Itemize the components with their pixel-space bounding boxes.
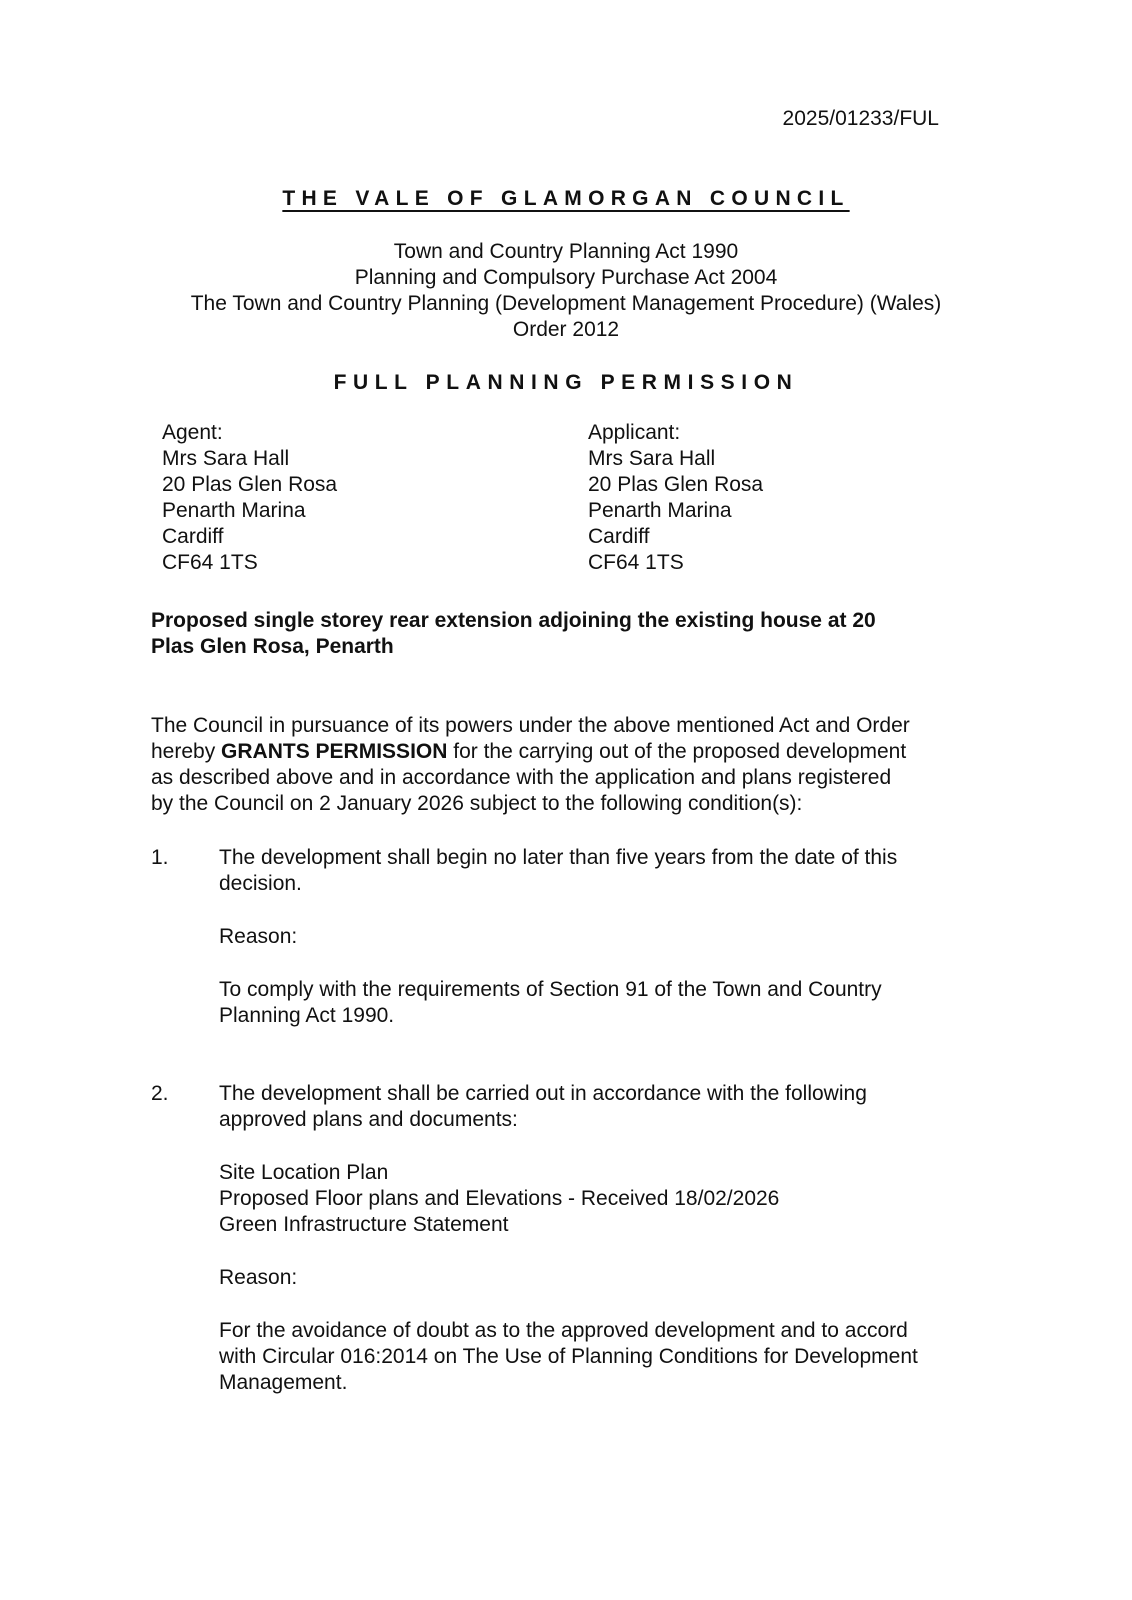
agent-address-line: CF64 1TS xyxy=(162,551,258,574)
agent-address-line: 20 Plas Glen Rosa xyxy=(162,473,338,496)
applicant-address-line: Penarth Marina xyxy=(588,499,732,522)
reason-label: Reason: xyxy=(219,925,298,948)
reason-text-line: Planning Act 1990. xyxy=(219,1004,395,1027)
grant-line-suffix: for the carrying out of the proposed development xyxy=(447,740,907,763)
approved-document: Proposed Floor plans and Elevations - Received 18/02/2026 xyxy=(219,1187,780,1210)
proposal-line: Plas Glen Rosa, Penarth xyxy=(151,635,394,658)
agent-heading: Agent: xyxy=(162,421,223,444)
agent-address-line: Penarth Marina xyxy=(162,499,306,522)
condition-text-line: The development shall be carried out in accordance with the following xyxy=(219,1082,867,1105)
approved-document: Green Infrastructure Statement xyxy=(219,1213,509,1236)
grants-permission-emphasis: GRANTS PERMISSION xyxy=(221,740,448,763)
legislation-line: Order 2012 xyxy=(512,318,620,341)
applicant-address-line: CF64 1TS xyxy=(588,551,684,574)
grant-statement xyxy=(151,713,981,817)
approved-document: Site Location Plan xyxy=(219,1161,389,1184)
condition-text-line: decision. xyxy=(219,872,302,895)
grant-line: The Council in pursuance of its powers under the above mentioned Act and Order xyxy=(151,714,910,737)
applicant-address-block xyxy=(588,420,763,576)
legislation-line: The Town and Country Planning (Development Management Procedure) (Wales) xyxy=(190,292,942,315)
agent-address-line: Mrs Sara Hall xyxy=(162,447,290,470)
reason-label: Reason: xyxy=(219,1266,298,1289)
condition-text-line: The development shall begin no later than five years from the date of this xyxy=(219,846,898,869)
condition-number: 1. xyxy=(151,846,169,869)
legislation-list xyxy=(0,239,1132,343)
applicant-address-line: Cardiff xyxy=(588,525,650,548)
applicant-address-line: 20 Plas Glen Rosa xyxy=(588,473,764,496)
grant-line: as described above and in accordance with the application and plans registered xyxy=(151,766,892,789)
applicant-heading: Applicant: xyxy=(588,421,681,444)
agent-address-line: Cardiff xyxy=(162,525,224,548)
reason-text-line: For the avoidance of doubt as to the approved development and to accord xyxy=(219,1319,908,1342)
permission-type-heading: FULL PLANNING PERMISSION xyxy=(333,371,799,394)
condition-body xyxy=(219,845,989,1029)
grant-line xyxy=(151,739,981,765)
condition-number: 2. xyxy=(151,1082,169,1105)
reason-text-line: To comply with the requirements of Section 91 of the Town and Country xyxy=(219,978,882,1001)
condition-text-line: approved plans and documents: xyxy=(219,1108,518,1131)
proposal-description xyxy=(151,608,971,660)
legislation-line: Town and Country Planning Act 1990 xyxy=(393,240,739,263)
reason-text-line: Management. xyxy=(219,1371,348,1394)
agent-address-block xyxy=(162,420,337,576)
grant-line-prefix: hereby xyxy=(151,740,222,763)
reason-text-line: with Circular 016:2014 on The Use of Planning Conditions for Development xyxy=(219,1345,918,1368)
council-name-heading: THE VALE OF GLAMORGAN COUNCIL xyxy=(282,187,850,210)
proposal-line: Proposed single storey rear extension adjoining the existing house at 20 xyxy=(151,609,876,632)
applicant-address-line: Mrs Sara Hall xyxy=(588,447,716,470)
legislation-line: Planning and Compulsory Purchase Act 2004 xyxy=(354,266,778,289)
condition-body xyxy=(219,1081,989,1396)
grant-line: by the Council on 2 January 2026 subject to the following condition(s): xyxy=(151,792,803,815)
application-reference: 2025/01233/FUL xyxy=(782,107,939,130)
